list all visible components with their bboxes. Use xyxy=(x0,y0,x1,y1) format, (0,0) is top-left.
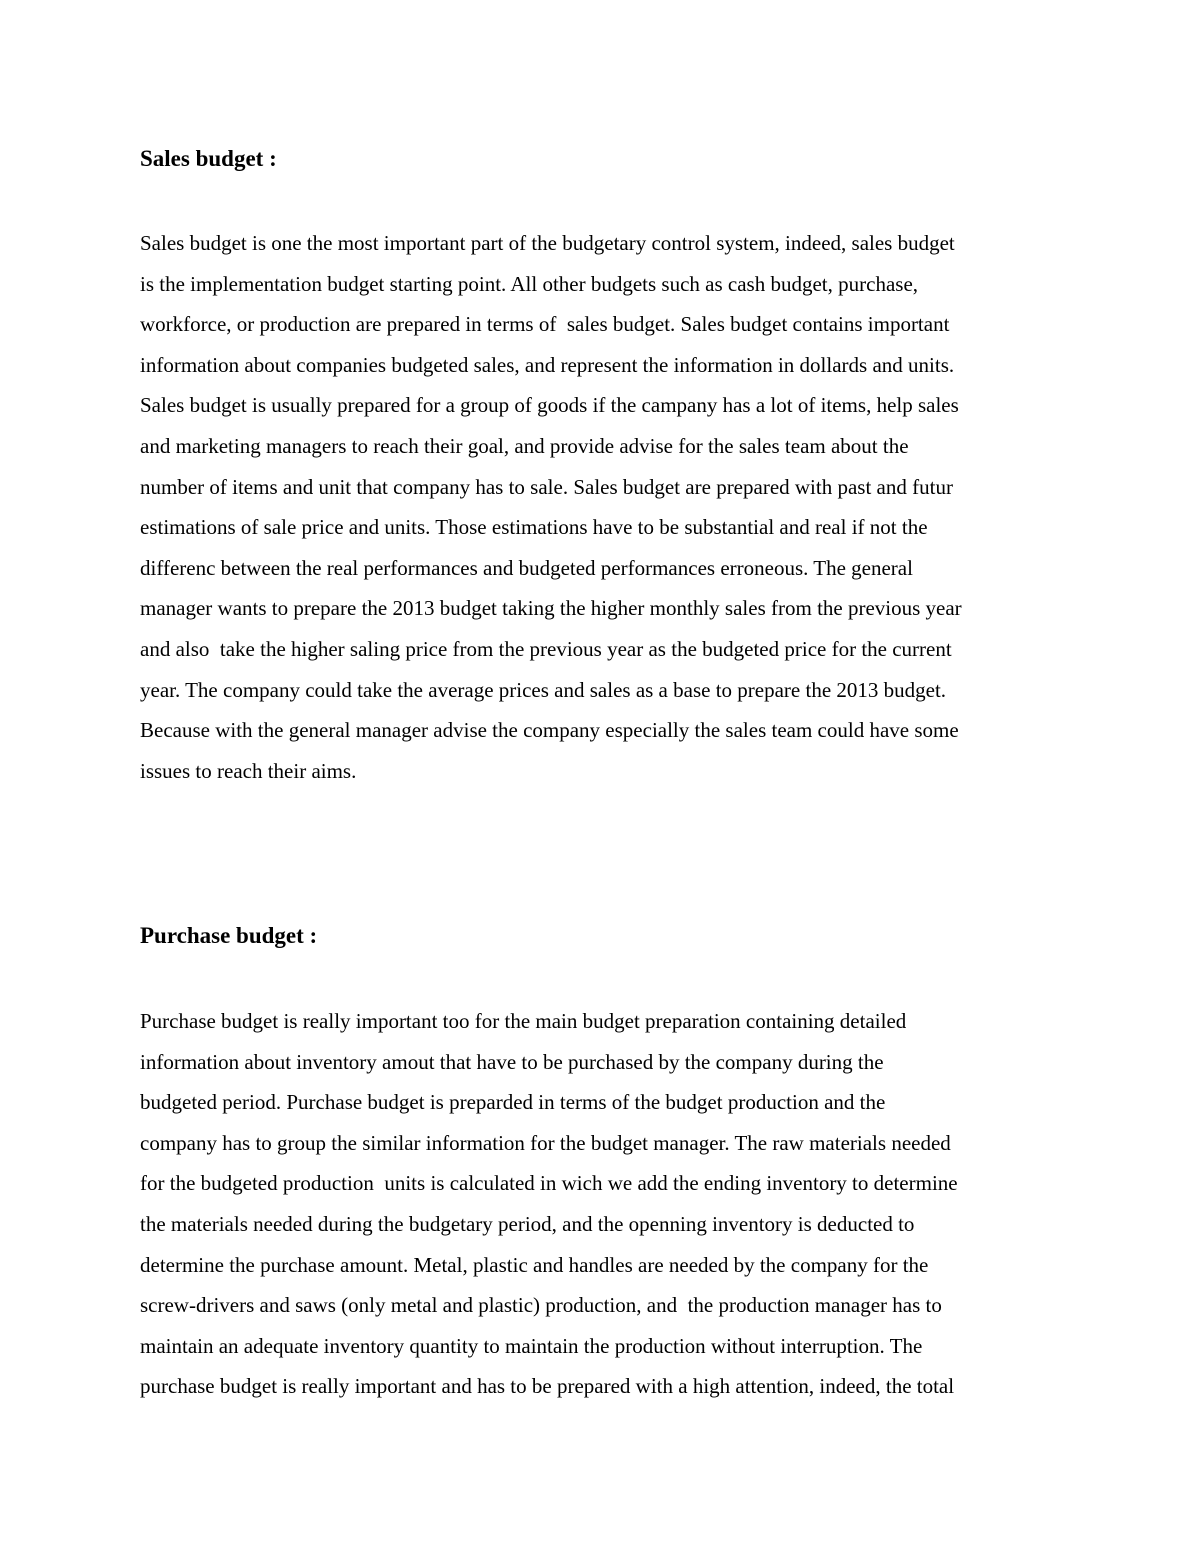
text-line: Because with the general manager advise the company especially the sales team could have some xyxy=(140,718,959,743)
text-line: maintain an adequate inventory quantity to maintain the production without interruption. The xyxy=(140,1333,923,1358)
text-line: Sales budget is one the most important part of the budgetary control system, indeed, sales budget xyxy=(140,231,955,255)
text-line: purchase budget is really important and has to be prepared with a high attention, indeed, the total xyxy=(140,1374,955,1399)
text-line: budgeted period. Purchase budget is preparded in terms of the budget production and the xyxy=(140,1090,886,1115)
text-line: company has to group the similar information for the budget manager. The raw materials needed xyxy=(140,1130,951,1155)
text-line: number of items and unit that company has to sale. Sales budget are prepared with past and futur xyxy=(140,474,953,499)
text-line: differenc between the real performances and budgeted performances erroneous. The general xyxy=(140,555,913,580)
text-line: manager wants to prepare the 2013 budget taking the higher monthly sales from the previous year xyxy=(140,596,962,621)
paragraph-sales-budget xyxy=(140,231,962,799)
paragraph-purchase-budget xyxy=(140,1009,958,1415)
text-line: and marketing managers to reach their goal, and provide advise for the sales team about the xyxy=(140,433,909,458)
text-line: the materials needed during the budgetary period, and the openning inventory is deducted to xyxy=(140,1211,915,1236)
text-line: is the implementation budget starting point. All other budgets such as cash budget, purchase, xyxy=(140,271,919,296)
text-line: workforce, or production are prepared in terms of sales budget. Sales budget contains important xyxy=(140,312,950,337)
section-heading-sales-budget: Sales budget : xyxy=(140,146,277,171)
text-line: Sales budget is usually prepared for a group of goods if the campany has a lot of items, help sales xyxy=(140,393,959,418)
text-line: determine the purchase amount. Metal, plastic and handles are needed by the company for the xyxy=(140,1252,929,1277)
text-line: estimations of sale price and units. Those estimations have to be substantial and real if not the xyxy=(140,515,928,540)
text-line: information about inventory amout that have to be purchased by the company during the xyxy=(140,1049,884,1074)
text-line: information about companies budgeted sales, and represent the information in dollards and units. xyxy=(140,352,955,377)
text-line: screw-drivers and saws (only metal and plastic) production, and the production manager has to xyxy=(140,1293,942,1318)
text-line: Purchase budget is really important too for the main budget preparation containing detailed xyxy=(140,1009,907,1033)
text-line: and also take the higher saling price from the previous year as the budgeted price for the current xyxy=(140,636,952,661)
text-line: issues to reach their aims. xyxy=(140,758,357,783)
text-line: year. The company could take the average prices and sales as a base to prepare the 2013 budget. xyxy=(140,677,947,702)
text-line: for the budgeted production units is calculated in wich we add the ending inventory to determine xyxy=(140,1171,958,1196)
section-heading-purchase-budget: Purchase budget : xyxy=(140,923,318,948)
